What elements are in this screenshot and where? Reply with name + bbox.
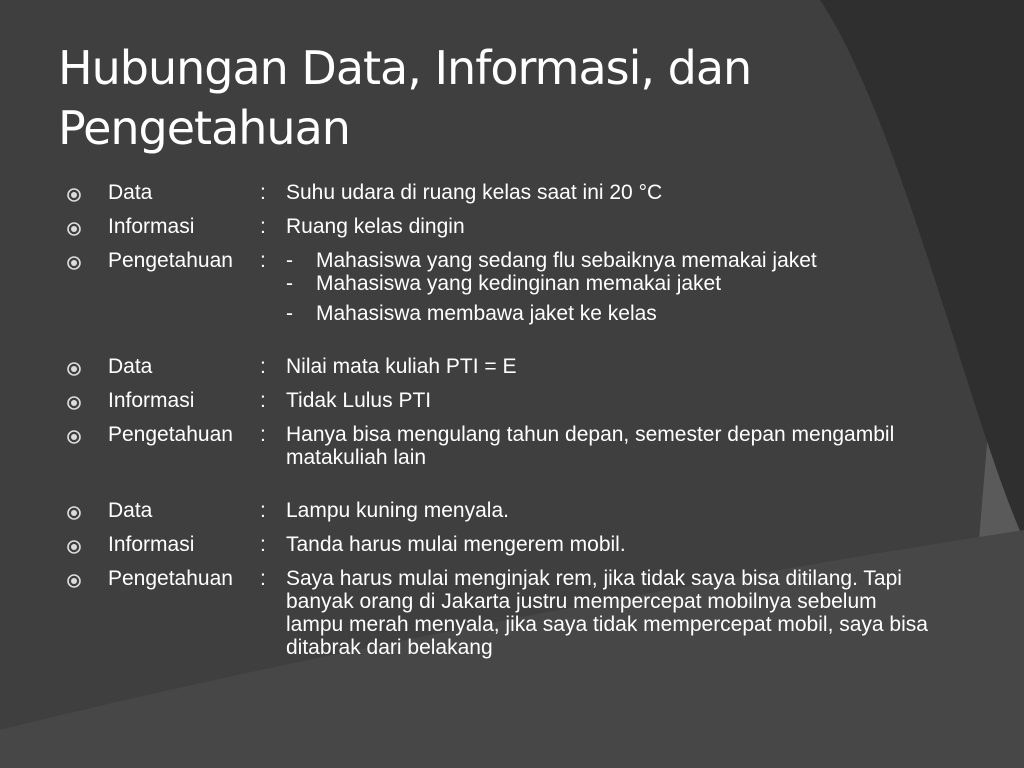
item-group xyxy=(66,355,936,469)
item-value: Nilai mata kuliah PTI = E xyxy=(286,355,517,378)
bullet-icon xyxy=(66,215,108,242)
item-group xyxy=(66,181,936,325)
item-colon: : xyxy=(260,533,266,556)
item-label: Pengetahuan xyxy=(108,423,233,446)
item-colon: : xyxy=(260,215,266,238)
bullet-icon xyxy=(66,355,108,382)
item-value: Suhu udara di ruang kelas saat ini 20 °C xyxy=(286,181,663,204)
dash-text: Mahasiswa yang kedinginan memakai jaket xyxy=(316,272,722,295)
list-item xyxy=(66,423,936,469)
dash-text: Mahasiswa membawa jaket ke kelas xyxy=(316,302,657,325)
list-item xyxy=(66,389,936,416)
item-value: Tanda harus mulai mengerem mobil. xyxy=(286,533,626,556)
item-value: Hanya bisa mengulang tahun depan, semester depan mengambil matakuliah lain xyxy=(286,423,895,469)
dash-mark: - xyxy=(286,272,293,295)
bullet-icon xyxy=(66,181,108,208)
item-colon: : xyxy=(260,423,266,446)
item-label: Informasi xyxy=(108,533,195,556)
item-colon: : xyxy=(260,389,266,412)
item-colon: : xyxy=(260,567,266,590)
dash-mark: - xyxy=(286,302,293,325)
item-colon: : xyxy=(260,355,266,378)
item-value xyxy=(286,249,936,325)
item-colon: : xyxy=(260,181,266,204)
list-item xyxy=(66,355,936,382)
bullet-icon xyxy=(66,423,108,450)
dash-item xyxy=(286,249,936,272)
list-item xyxy=(66,567,936,659)
item-colon: : xyxy=(260,249,266,272)
dash-mark: - xyxy=(286,249,293,272)
item-label: Data xyxy=(108,499,153,522)
item-label: Pengetahuan xyxy=(108,249,233,272)
item-group xyxy=(66,499,936,659)
dash-item xyxy=(286,272,936,295)
list-item xyxy=(66,533,936,560)
item-label: Pengetahuan xyxy=(108,567,233,590)
dash-item xyxy=(286,302,936,325)
item-colon: : xyxy=(260,499,266,522)
bullet-icon xyxy=(66,533,108,560)
dash-text: Mahasiswa yang sedang flu sebaiknya memakai jaket xyxy=(316,249,817,272)
bullet-icon xyxy=(66,249,108,276)
bullet-icon xyxy=(66,567,108,594)
list-item xyxy=(66,249,936,325)
item-value: Ruang kelas dingin xyxy=(286,215,465,238)
item-label: Data xyxy=(108,181,153,204)
bullet-icon xyxy=(66,389,108,416)
item-value: Tidak Lulus PTI xyxy=(286,389,432,412)
list-item xyxy=(66,181,936,208)
item-value: Saya harus mulai menginjak rem, jika tidak saya bisa ditilang. Tapi banyak orang di Jakarta justru mempercepat mobilnya sebelum lampu merah menyala, jika saya tidak mempercepat mobil, saya bisa ditabrak dari belakang xyxy=(286,567,928,659)
slide-title: Hubungan Data, Informasi, dan Pengetahuan xyxy=(58,41,752,155)
item-label: Data xyxy=(108,355,153,378)
item-label: Informasi xyxy=(108,389,195,412)
bullet-icon xyxy=(66,499,108,526)
list-item xyxy=(66,215,936,242)
list-item xyxy=(66,499,936,526)
slide-content xyxy=(66,181,936,689)
item-value: Lampu kuning menyala. xyxy=(286,499,509,522)
item-label: Informasi xyxy=(108,215,195,238)
